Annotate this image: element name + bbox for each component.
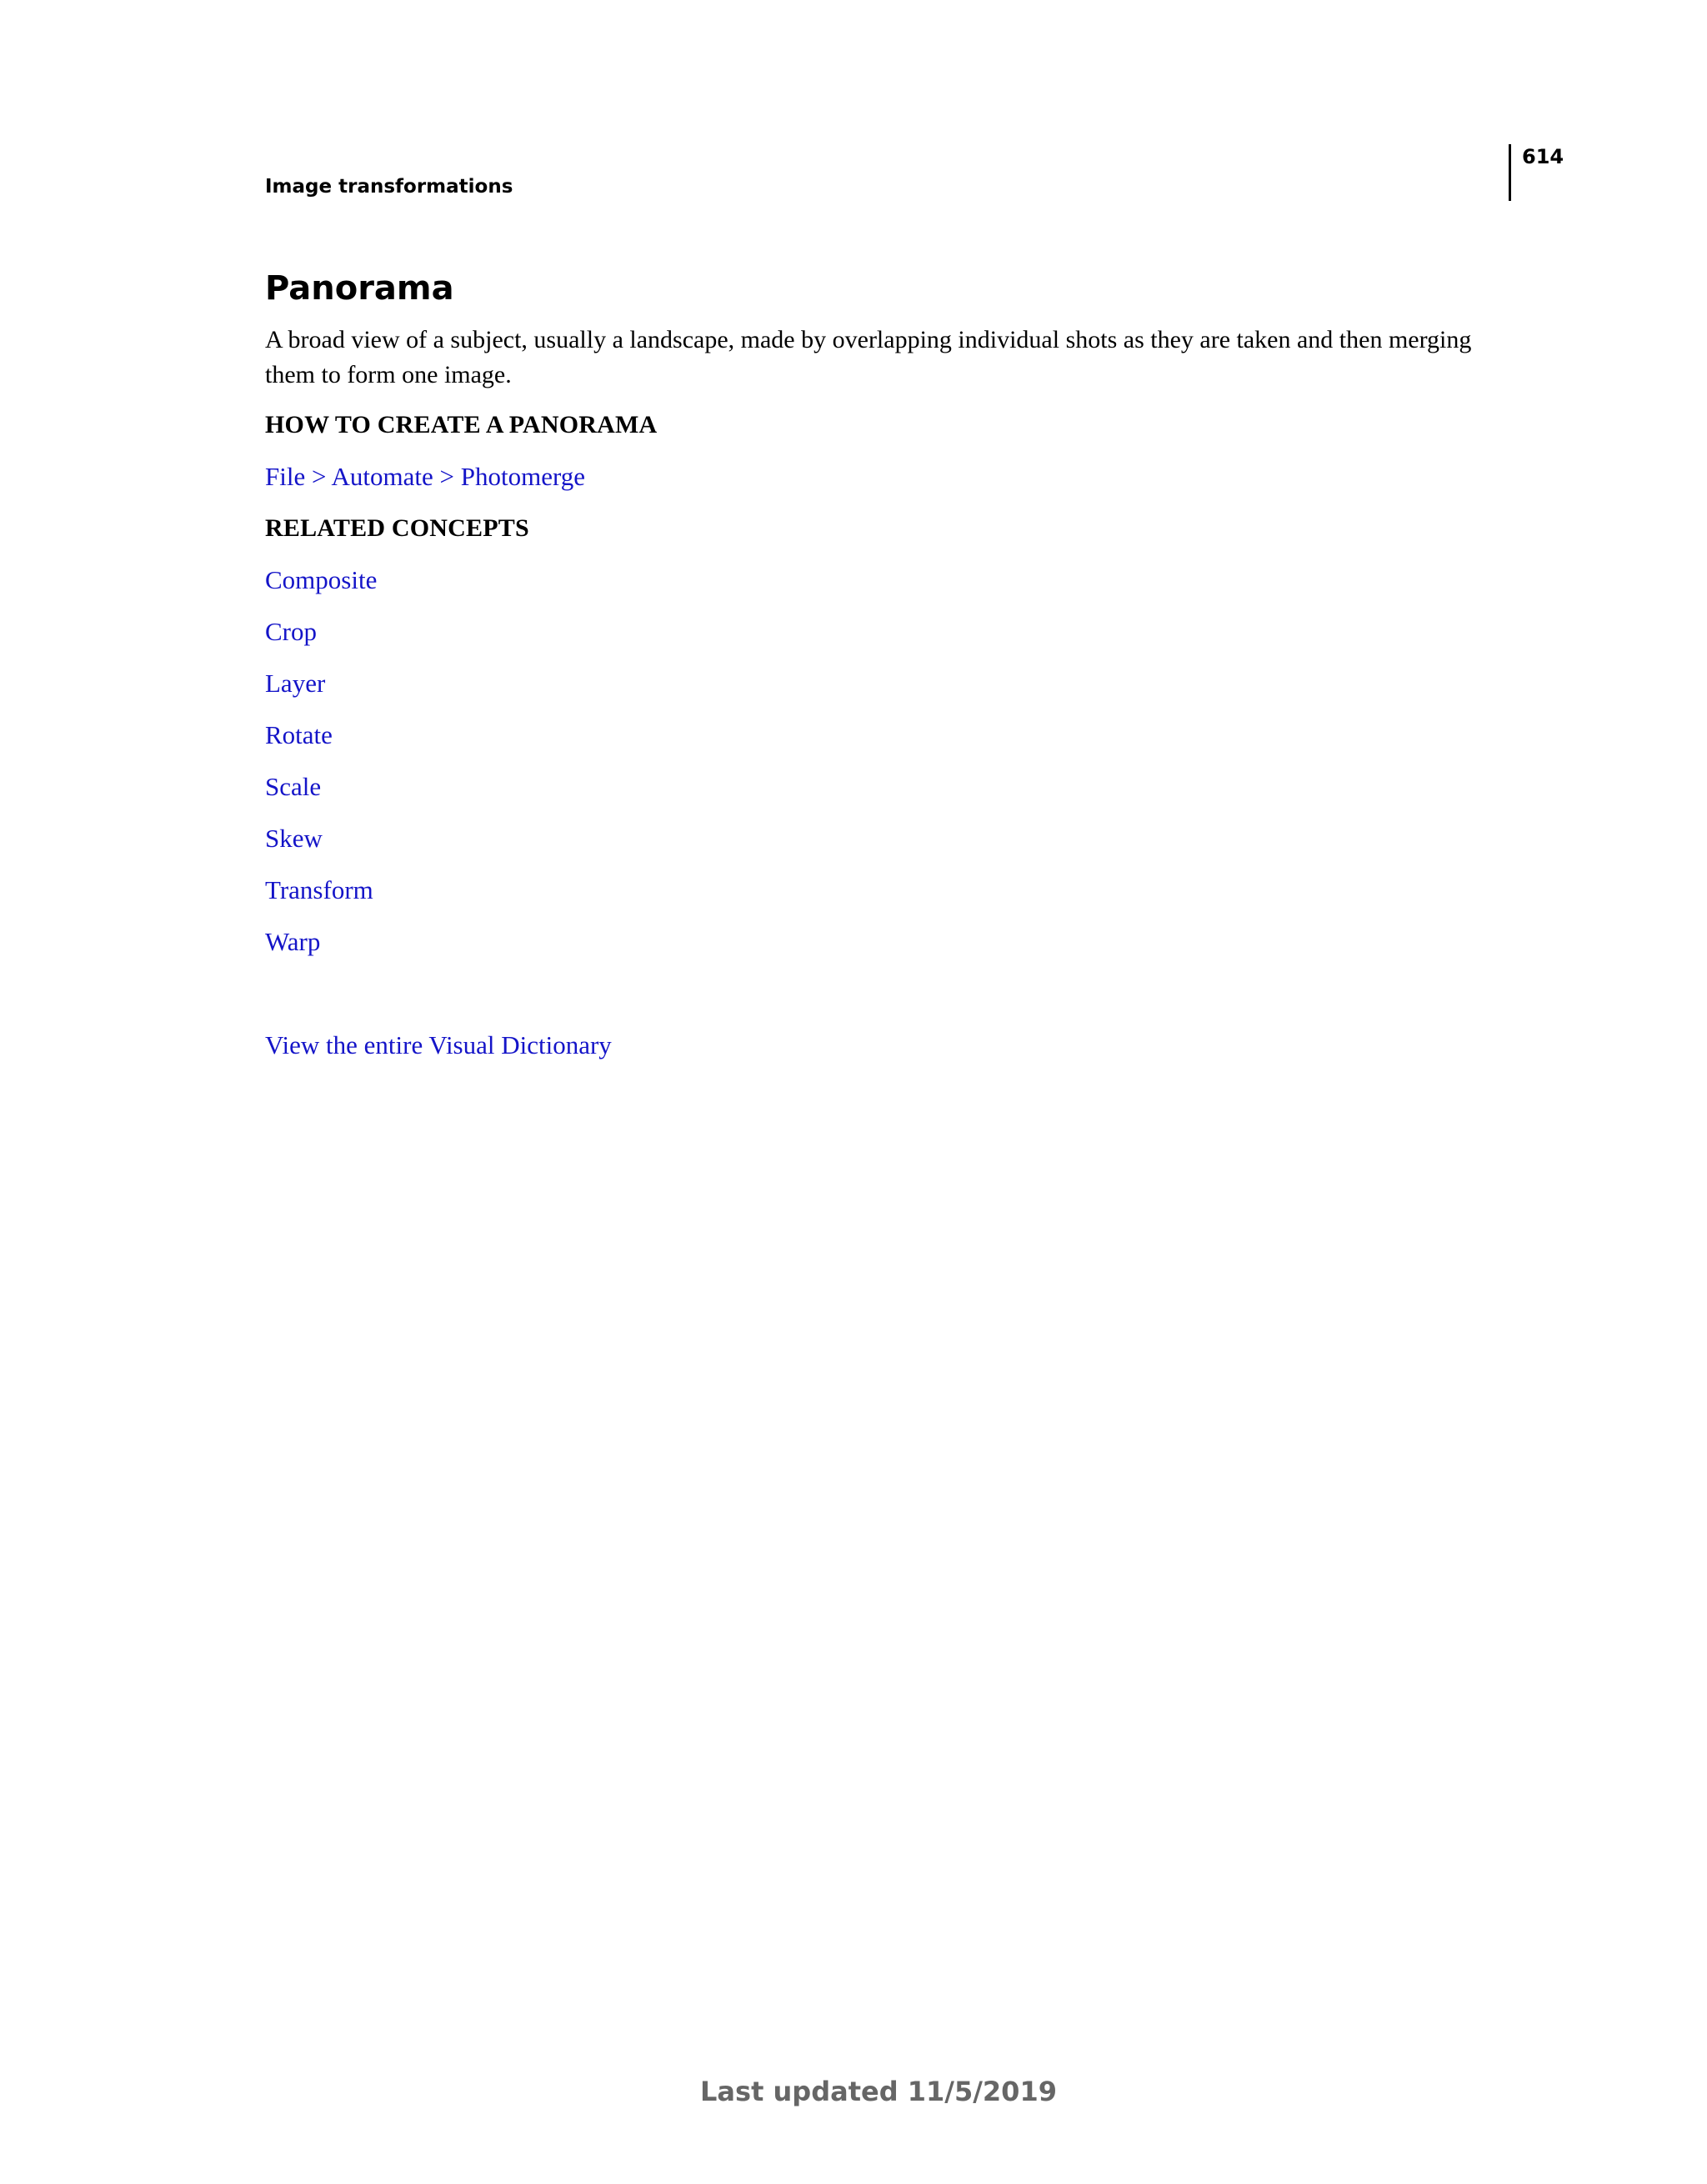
related-link-skew[interactable]: Skew <box>265 824 323 853</box>
last-updated-footer: Last updated 11/5/2019 <box>700 2076 1057 2107</box>
related-link-crop[interactable]: Crop <box>265 617 317 646</box>
related-link-composite[interactable]: Composite <box>265 565 378 594</box>
entry-title: Panorama <box>265 269 454 308</box>
visual-dictionary-link[interactable]: View the entire Visual Dictionary <box>265 1030 612 1059</box>
menu-path-link[interactable]: File > Automate > Photomerge <box>265 462 585 491</box>
related-link-warp[interactable]: Warp <box>265 927 321 956</box>
section-header: Image transformations <box>265 176 513 198</box>
entry-definition: A broad view of a subject, usually a landscape, made by overlapping individual shots as they are taken and then merging them to form one image. <box>265 326 1472 388</box>
related-link-scale[interactable]: Scale <box>265 772 322 801</box>
how-to-heading: HOW TO CREATE A PANORAMA <box>265 411 658 438</box>
page-number: 614 <box>1522 145 1564 168</box>
related-link-layer[interactable]: Layer <box>265 669 326 698</box>
related-concepts-heading: RELATED CONCEPTS <box>265 514 529 542</box>
related-link-rotate[interactable]: Rotate <box>265 720 333 749</box>
page-number-rule <box>1509 144 1511 201</box>
related-link-transform[interactable]: Transform <box>265 875 373 904</box>
